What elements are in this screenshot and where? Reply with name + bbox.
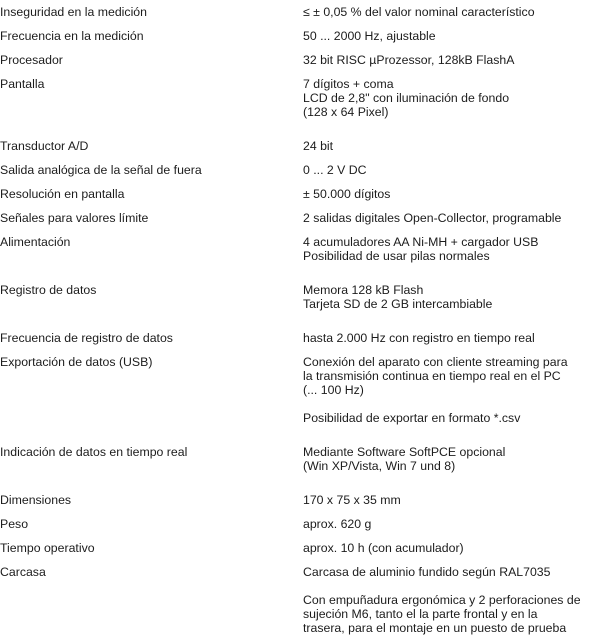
spec-label: Transductor A/D	[0, 139, 89, 153]
spec-row	[0, 331, 600, 355]
spec-row	[0, 283, 600, 331]
spec-value	[303, 211, 600, 235]
spec-value-line: 170 x 75 x 35 mm	[303, 493, 401, 507]
spec-label: Tiempo operativo	[0, 541, 95, 555]
spec-value-line: Tarjeta SD de 2 GB intercambiable	[303, 297, 493, 311]
spec-value-line: aprox. 10 h (con acumulador)	[303, 541, 464, 555]
spec-row	[0, 355, 600, 445]
spec-value-line: Conexión del aparato con cliente streaming para	[303, 355, 568, 369]
spec-row	[0, 235, 600, 283]
specifications-table-body	[0, 5, 600, 635]
spec-value	[303, 77, 600, 139]
spec-value-line: (Win XP/Vista, Win 7 und 8)	[303, 459, 456, 473]
spec-row	[0, 517, 600, 541]
spec-label: Frecuencia en la medición	[0, 29, 144, 43]
spec-row	[0, 211, 600, 235]
spec-label: Registro de datos	[0, 283, 97, 297]
spec-label: Carcasa	[0, 565, 46, 579]
spec-value-line: Carcasa de aluminio fundido según RAL7035	[303, 565, 551, 579]
spec-value-spacer	[303, 579, 600, 593]
spec-value	[303, 565, 600, 635]
spec-value-line: 7 dígitos + coma	[303, 77, 394, 91]
spec-row	[0, 445, 600, 493]
spec-label: Inseguridad en la medición	[0, 5, 147, 19]
spec-row	[0, 187, 600, 211]
spec-label: Exportación de datos (USB)	[0, 355, 153, 369]
spec-value	[303, 29, 600, 53]
spec-value	[303, 5, 600, 29]
spec-row	[0, 565, 600, 635]
spec-value	[303, 187, 600, 211]
spec-label: Salida analógica de la señal de fuera	[0, 163, 202, 177]
spec-value	[303, 445, 600, 493]
spec-value-line: 24 bit	[303, 139, 334, 153]
spec-value-line: LCD de 2,8" con iluminación de fondo	[303, 91, 510, 105]
spec-label: Pantalla	[0, 77, 45, 91]
spec-row	[0, 77, 600, 139]
spec-label: Procesador	[0, 53, 63, 67]
spec-row	[0, 53, 600, 77]
spec-value	[303, 493, 600, 517]
spec-value-line: trasera, para el montaje en un puesto de prueba	[303, 621, 567, 635]
specifications-table	[0, 5, 600, 635]
spec-row	[0, 5, 600, 29]
spec-value-line: ≤ ± 0,05 % del valor nominal característico	[303, 5, 535, 19]
spec-label: Peso	[0, 517, 29, 531]
spec-value-line: (128 x 64 Pixel)	[303, 105, 389, 119]
spec-value	[303, 541, 600, 565]
spec-value	[303, 235, 600, 283]
spec-value-spacer	[303, 397, 600, 411]
spec-value	[303, 163, 600, 187]
spec-value-line: sujeción M6, tanto el la parte frontal y en la	[303, 607, 538, 621]
spec-value	[303, 517, 600, 541]
spec-row	[0, 163, 600, 187]
spec-value-line: aprox. 620 g	[303, 517, 372, 531]
spec-value-line: ± 50.000 dígitos	[303, 187, 391, 201]
spec-row	[0, 493, 600, 517]
spec-label: Frecuencia de registro de datos	[0, 331, 173, 345]
spec-value-line: Posibilidad de usar pilas normales	[303, 249, 490, 263]
spec-row	[0, 541, 600, 565]
spec-label: Dimensiones	[0, 493, 72, 507]
spec-value-line: hasta 2.000 Hz con registro en tiempo real	[303, 331, 535, 345]
spec-label: Indicación de datos en tiempo real	[0, 445, 188, 459]
spec-value-line: 4 acumuladores AA Ni-MH + cargador USB	[303, 235, 539, 249]
spec-value	[303, 283, 600, 331]
spec-value	[303, 53, 600, 77]
spec-row	[0, 139, 600, 163]
spec-label: Señales para valores límite	[0, 211, 149, 225]
spec-value-line: Mediante Software SoftPCE opcional	[303, 445, 506, 459]
spec-value-line: 2 salidas digitales Open-Collector, programable	[303, 211, 562, 225]
spec-value-line: (... 100 Hz)	[303, 383, 364, 397]
spec-value-line: 50 ... 2000 Hz, ajustable	[303, 29, 436, 43]
spec-value-line: Posibilidad de exportar en formato *.csv	[303, 411, 521, 425]
spec-value	[303, 355, 600, 445]
spec-value-line: 32 bit RISC µProzessor, 128kB FlashA	[303, 53, 515, 67]
spec-value-line: 0 ... 2 V DC	[303, 163, 367, 177]
spec-value	[303, 139, 600, 163]
spec-row	[0, 29, 600, 53]
spec-value-line: Con empuñadura ergonómica y 2 perforaciones de	[303, 593, 581, 607]
spec-label: Alimentación	[0, 235, 71, 249]
spec-value-line: Memora 128 kB Flash	[303, 283, 424, 297]
spec-value	[303, 331, 600, 355]
spec-label: Resolución en pantalla	[0, 187, 125, 201]
spec-value-line: la transmisión continua en tiempo real en el PC	[303, 369, 561, 383]
